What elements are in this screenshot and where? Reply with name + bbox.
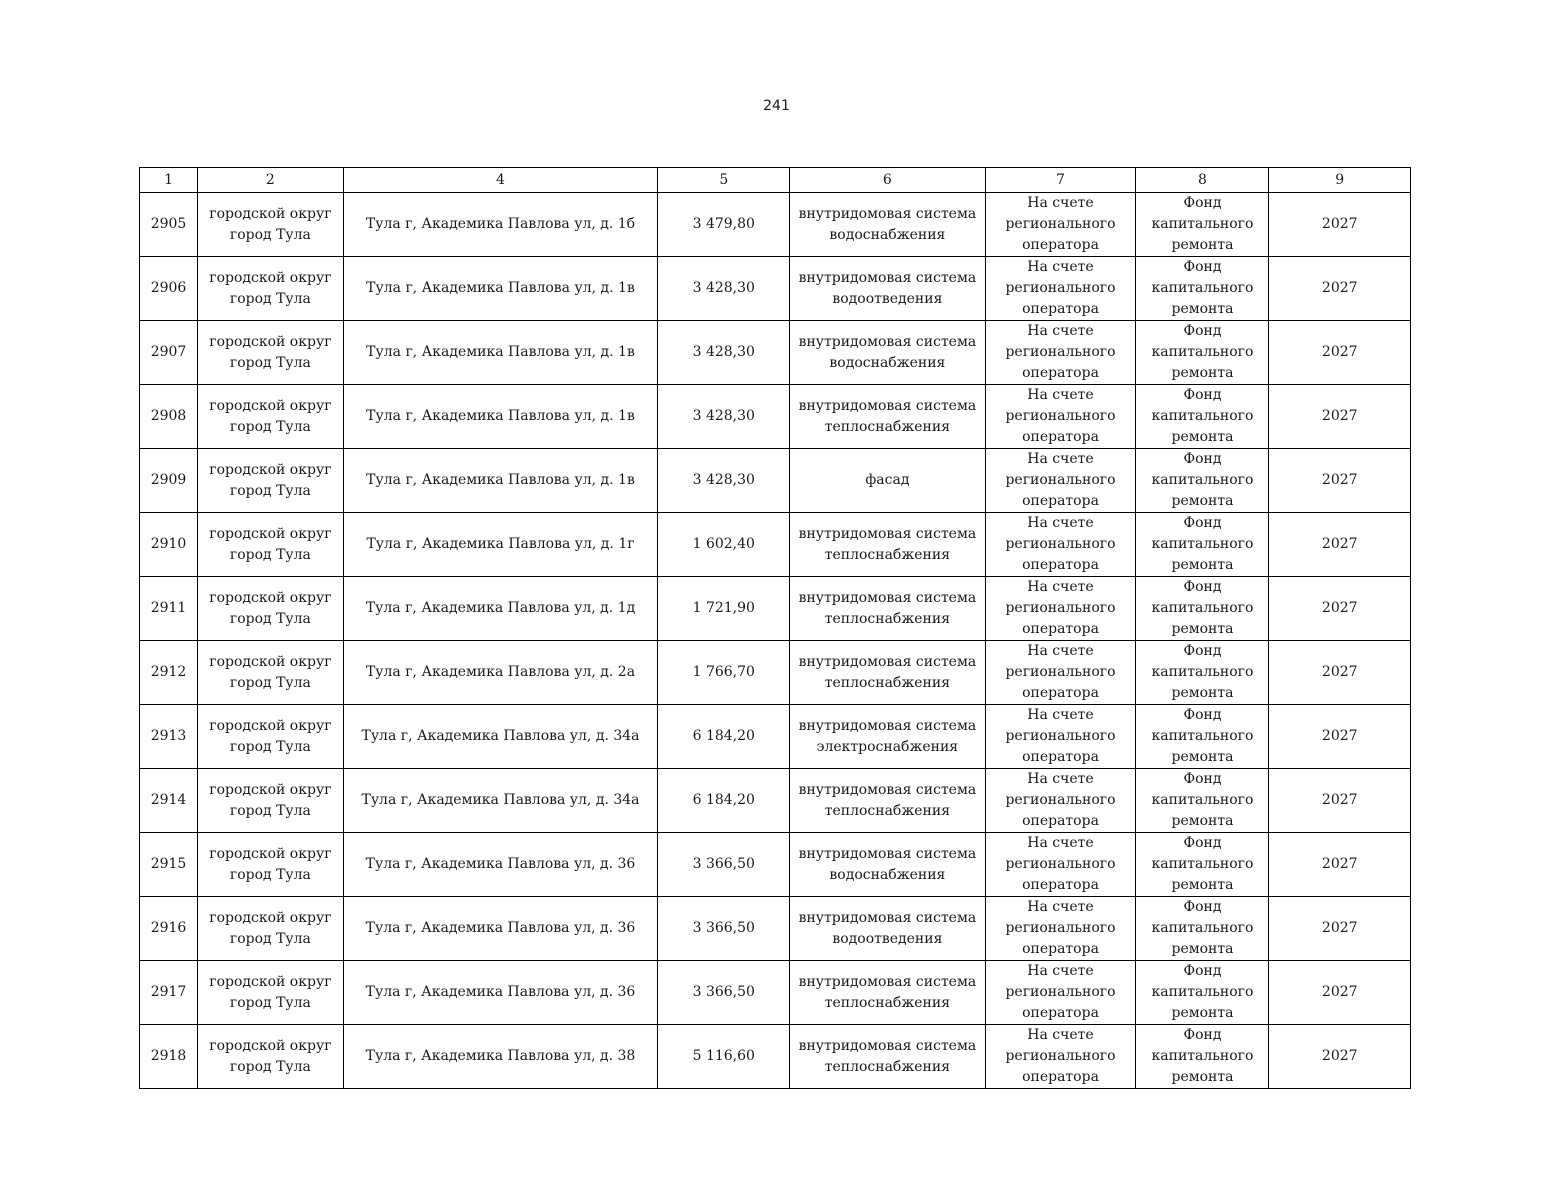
fund-line: капитального bbox=[1151, 792, 1254, 808]
year-cell: 2027 bbox=[1269, 193, 1411, 257]
account-line: На счете bbox=[1027, 323, 1094, 339]
municipality-line: городской округ bbox=[209, 1037, 332, 1054]
fund-cell bbox=[1136, 449, 1269, 513]
account-line: регионального bbox=[1005, 856, 1116, 872]
table-row bbox=[140, 513, 1411, 577]
municipality-line: городской округ bbox=[209, 845, 332, 862]
row-number-cell: 2905 bbox=[140, 193, 198, 257]
address-cell: Тула г, Академика Павлова ул, д. 34а bbox=[343, 705, 658, 769]
account-line: регионального bbox=[1005, 664, 1116, 680]
municipality-line: городской округ bbox=[209, 781, 332, 798]
fund-line: капитального bbox=[1151, 1048, 1254, 1064]
row-number-cell: 2918 bbox=[140, 1025, 198, 1089]
work-type-line: водоснабжения bbox=[829, 226, 946, 243]
work-type-line: внутридомовая система bbox=[798, 333, 977, 350]
table-body bbox=[140, 168, 1411, 1089]
municipality-cell bbox=[198, 513, 344, 577]
fund-cell bbox=[1136, 321, 1269, 385]
fund-line: Фонд bbox=[1183, 259, 1222, 275]
account-line: оператора bbox=[1022, 301, 1099, 317]
account-line: оператора bbox=[1022, 1005, 1099, 1021]
work-type-line: внутридомовая система bbox=[798, 845, 977, 862]
row-number-cell: 2911 bbox=[140, 577, 198, 641]
work-type-line: внутридомовая система bbox=[798, 1037, 977, 1054]
table-row bbox=[140, 769, 1411, 833]
account-line: оператора bbox=[1022, 877, 1099, 893]
column-number-cell: 6 bbox=[790, 168, 985, 193]
column-number-cell: 4 bbox=[343, 168, 658, 193]
account-line: регионального bbox=[1005, 600, 1116, 616]
municipality-cell bbox=[198, 449, 344, 513]
municipality-line: городской округ bbox=[209, 397, 332, 414]
address-cell: Тула г, Академика Павлова ул, д. 1в bbox=[343, 385, 658, 449]
account-line: На счете bbox=[1027, 1027, 1094, 1043]
row-number-cell: 2912 bbox=[140, 641, 198, 705]
work-type-line: теплоснабжения bbox=[824, 418, 951, 435]
fund-line: ремонта bbox=[1171, 1069, 1234, 1085]
account-line: регионального bbox=[1005, 472, 1116, 488]
municipality-line: город Тула bbox=[229, 674, 311, 691]
account-line: регионального bbox=[1005, 920, 1116, 936]
year-cell: 2027 bbox=[1269, 1025, 1411, 1089]
municipality-cell bbox=[198, 705, 344, 769]
fund-line: капитального bbox=[1151, 216, 1254, 232]
municipality-cell bbox=[198, 897, 344, 961]
municipality-line: город Тула bbox=[229, 866, 311, 883]
address-cell: Тула г, Академика Павлова ул, д. 2а bbox=[343, 641, 658, 705]
work-type-cell bbox=[790, 961, 985, 1025]
account-cell bbox=[985, 513, 1136, 577]
account-line: На счете bbox=[1027, 259, 1094, 275]
municipality-cell bbox=[198, 961, 344, 1025]
address-cell: Тула г, Академика Павлова ул, д. 36 bbox=[343, 897, 658, 961]
municipality-line: городской округ bbox=[209, 461, 332, 478]
year-cell: 2027 bbox=[1269, 833, 1411, 897]
row-number-cell: 2908 bbox=[140, 385, 198, 449]
municipality-line: город Тула bbox=[229, 610, 311, 627]
account-line: На счете bbox=[1027, 835, 1094, 851]
fund-line: Фонд bbox=[1183, 643, 1222, 659]
account-line: оператора bbox=[1022, 621, 1099, 637]
row-number-cell: 2916 bbox=[140, 897, 198, 961]
area-cell: 5 116,60 bbox=[658, 1025, 790, 1089]
year-cell: 2027 bbox=[1269, 705, 1411, 769]
address-cell: Тула г, Академика Павлова ул, д. 34а bbox=[343, 769, 658, 833]
work-type-line: внутридомовая система bbox=[798, 397, 977, 414]
row-number-cell: 2909 bbox=[140, 449, 198, 513]
account-line: оператора bbox=[1022, 237, 1099, 253]
column-number-row bbox=[140, 168, 1411, 193]
municipality-line: город Тула bbox=[229, 226, 311, 243]
address-cell: Тула г, Академика Павлова ул, д. 36 bbox=[343, 833, 658, 897]
work-type-cell bbox=[790, 321, 985, 385]
account-line: оператора bbox=[1022, 365, 1099, 381]
year-cell: 2027 bbox=[1269, 321, 1411, 385]
page-number: 241 bbox=[763, 98, 790, 114]
municipality-line: город Тула bbox=[229, 994, 311, 1011]
account-line: оператора bbox=[1022, 685, 1099, 701]
table-row bbox=[140, 1025, 1411, 1089]
fund-line: капитального bbox=[1151, 408, 1254, 424]
fund-cell bbox=[1136, 769, 1269, 833]
municipality-line: городской округ bbox=[209, 973, 332, 990]
account-line: На счете bbox=[1027, 771, 1094, 787]
fund-line: капитального bbox=[1151, 856, 1254, 872]
table-row bbox=[140, 257, 1411, 321]
fund-cell bbox=[1136, 705, 1269, 769]
account-cell bbox=[985, 641, 1136, 705]
work-type-line: водоснабжения bbox=[829, 866, 946, 883]
fund-line: капитального bbox=[1151, 280, 1254, 296]
fund-line: ремонта bbox=[1171, 301, 1234, 317]
area-cell: 1 721,90 bbox=[658, 577, 790, 641]
area-cell: 1 766,70 bbox=[658, 641, 790, 705]
fund-line: Фонд bbox=[1183, 963, 1222, 979]
work-type-cell bbox=[790, 833, 985, 897]
fund-line: ремонта bbox=[1171, 941, 1234, 957]
year-cell: 2027 bbox=[1269, 449, 1411, 513]
fund-line: ремонта bbox=[1171, 493, 1234, 509]
table-row bbox=[140, 705, 1411, 769]
fund-cell bbox=[1136, 257, 1269, 321]
fund-line: ремонта bbox=[1171, 429, 1234, 445]
account-line: регионального bbox=[1005, 728, 1116, 744]
account-line: оператора bbox=[1022, 1069, 1099, 1085]
account-line: На счете bbox=[1027, 707, 1094, 723]
work-type-line: теплоснабжения bbox=[824, 1058, 951, 1075]
work-type-line: теплоснабжения bbox=[824, 610, 951, 627]
fund-cell bbox=[1136, 577, 1269, 641]
work-type-cell bbox=[790, 705, 985, 769]
fund-cell bbox=[1136, 897, 1269, 961]
row-number-cell: 2913 bbox=[140, 705, 198, 769]
municipality-cell bbox=[198, 385, 344, 449]
work-type-line: внутридомовая система bbox=[798, 717, 977, 734]
work-type-line: водоотведения bbox=[832, 930, 943, 947]
year-cell: 2027 bbox=[1269, 577, 1411, 641]
account-cell bbox=[985, 193, 1136, 257]
work-type-line: водоотведения bbox=[832, 290, 943, 307]
row-number-cell: 2910 bbox=[140, 513, 198, 577]
column-number-cell: 9 bbox=[1269, 168, 1411, 193]
municipality-cell bbox=[198, 577, 344, 641]
table-row bbox=[140, 577, 1411, 641]
fund-line: ремонта bbox=[1171, 1005, 1234, 1021]
table-row bbox=[140, 897, 1411, 961]
work-type-line: водоснабжения bbox=[829, 354, 946, 371]
municipality-cell bbox=[198, 833, 344, 897]
row-number-cell: 2907 bbox=[140, 321, 198, 385]
row-number-cell: 2906 bbox=[140, 257, 198, 321]
fund-line: Фонд bbox=[1183, 1027, 1222, 1043]
account-line: На счете bbox=[1027, 579, 1094, 595]
area-cell: 6 184,20 bbox=[658, 769, 790, 833]
year-cell: 2027 bbox=[1269, 769, 1411, 833]
account-line: регионального bbox=[1005, 408, 1116, 424]
column-number-cell: 5 bbox=[658, 168, 790, 193]
column-number-cell: 7 bbox=[985, 168, 1136, 193]
area-cell: 1 602,40 bbox=[658, 513, 790, 577]
fund-line: Фонд bbox=[1183, 771, 1222, 787]
municipality-cell bbox=[198, 1025, 344, 1089]
fund-line: капитального bbox=[1151, 536, 1254, 552]
year-cell: 2027 bbox=[1269, 961, 1411, 1025]
column-number-cell: 8 bbox=[1136, 168, 1269, 193]
fund-line: капитального bbox=[1151, 728, 1254, 744]
row-number-cell: 2917 bbox=[140, 961, 198, 1025]
fund-line: ремонта bbox=[1171, 685, 1234, 701]
work-type-line: внутридомовая система bbox=[798, 781, 977, 798]
work-type-cell bbox=[790, 385, 985, 449]
work-type-cell bbox=[790, 257, 985, 321]
account-cell bbox=[985, 769, 1136, 833]
municipality-line: город Тула bbox=[229, 1058, 311, 1075]
work-type-cell bbox=[790, 449, 985, 513]
fund-line: ремонта bbox=[1171, 365, 1234, 381]
municipality-cell bbox=[198, 321, 344, 385]
fund-line: ремонта bbox=[1171, 749, 1234, 765]
work-type-line: внутридомовая система bbox=[798, 269, 977, 286]
address-cell: Тула г, Академика Павлова ул, д. 1г bbox=[343, 513, 658, 577]
fund-line: капитального bbox=[1151, 920, 1254, 936]
account-cell bbox=[985, 1025, 1136, 1089]
address-cell: Тула г, Академика Павлова ул, д. 1в bbox=[343, 321, 658, 385]
area-cell: 3 428,30 bbox=[658, 257, 790, 321]
fund-cell bbox=[1136, 961, 1269, 1025]
address-cell: Тула г, Академика Павлова ул, д. 1в bbox=[343, 257, 658, 321]
work-type-line: внутридомовая система bbox=[798, 525, 977, 542]
fund-line: капитального bbox=[1151, 344, 1254, 360]
municipality-line: город Тула bbox=[229, 290, 311, 307]
fund-line: Фонд bbox=[1183, 387, 1222, 403]
municipality-cell bbox=[198, 641, 344, 705]
fund-cell bbox=[1136, 833, 1269, 897]
municipality-line: город Тула bbox=[229, 546, 311, 563]
account-cell bbox=[985, 705, 1136, 769]
account-line: оператора bbox=[1022, 813, 1099, 829]
municipality-cell bbox=[198, 257, 344, 321]
fund-cell bbox=[1136, 513, 1269, 577]
account-cell bbox=[985, 833, 1136, 897]
account-line: На счете bbox=[1027, 387, 1094, 403]
account-line: оператора bbox=[1022, 557, 1099, 573]
account-line: регионального bbox=[1005, 216, 1116, 232]
work-type-line: фасад bbox=[865, 472, 910, 488]
account-line: оператора bbox=[1022, 429, 1099, 445]
account-line: регионального bbox=[1005, 536, 1116, 552]
fund-line: Фонд bbox=[1183, 835, 1222, 851]
municipality-cell bbox=[198, 769, 344, 833]
table-row bbox=[140, 833, 1411, 897]
area-cell: 3 428,30 bbox=[658, 385, 790, 449]
area-cell: 3 366,50 bbox=[658, 897, 790, 961]
fund-line: Фонд bbox=[1183, 195, 1222, 211]
address-cell: Тула г, Академика Павлова ул, д. 1д bbox=[343, 577, 658, 641]
address-cell: Тула г, Академика Павлова ул, д. 38 bbox=[343, 1025, 658, 1089]
table-row bbox=[140, 385, 1411, 449]
account-cell bbox=[985, 449, 1136, 513]
fund-cell bbox=[1136, 1025, 1269, 1089]
fund-line: капитального bbox=[1151, 664, 1254, 680]
area-cell: 3 366,50 bbox=[658, 833, 790, 897]
work-type-line: внутридомовая система bbox=[798, 589, 977, 606]
row-number-cell: 2915 bbox=[140, 833, 198, 897]
account-cell bbox=[985, 257, 1136, 321]
work-type-line: теплоснабжения bbox=[824, 802, 951, 819]
municipality-line: город Тула bbox=[229, 418, 311, 435]
account-line: оператора bbox=[1022, 749, 1099, 765]
municipality-line: город Тула bbox=[229, 738, 311, 755]
work-type-line: теплоснабжения bbox=[824, 674, 951, 691]
table-row bbox=[140, 961, 1411, 1025]
fund-line: Фонд bbox=[1183, 451, 1222, 467]
work-type-cell bbox=[790, 513, 985, 577]
work-type-cell bbox=[790, 769, 985, 833]
work-type-line: электроснабжения bbox=[816, 738, 959, 755]
year-cell: 2027 bbox=[1269, 257, 1411, 321]
row-number-cell: 2914 bbox=[140, 769, 198, 833]
municipality-line: городской округ bbox=[209, 269, 332, 286]
year-cell: 2027 bbox=[1269, 897, 1411, 961]
address-cell: Тула г, Академика Павлова ул, д. 1в bbox=[343, 449, 658, 513]
column-number-cell: 1 bbox=[140, 168, 198, 193]
fund-line: ремонта bbox=[1171, 621, 1234, 637]
work-type-line: внутридомовая система bbox=[798, 909, 977, 926]
fund-line: Фонд bbox=[1183, 579, 1222, 595]
work-type-line: внутридомовая система bbox=[798, 653, 977, 670]
address-cell: Тула г, Академика Павлова ул, д. 36 bbox=[343, 961, 658, 1025]
area-cell: 6 184,20 bbox=[658, 705, 790, 769]
table-row bbox=[140, 193, 1411, 257]
fund-line: ремонта bbox=[1171, 877, 1234, 893]
municipality-line: городской округ bbox=[209, 717, 332, 734]
fund-line: Фонд bbox=[1183, 515, 1222, 531]
fund-line: капитального bbox=[1151, 984, 1254, 1000]
municipality-line: городской округ bbox=[209, 333, 332, 350]
fund-cell bbox=[1136, 193, 1269, 257]
fund-cell bbox=[1136, 641, 1269, 705]
address-cell: Тула г, Академика Павлова ул, д. 1б bbox=[343, 193, 658, 257]
work-type-cell bbox=[790, 193, 985, 257]
work-type-cell bbox=[790, 1025, 985, 1089]
work-type-cell bbox=[790, 897, 985, 961]
account-line: На счете bbox=[1027, 899, 1094, 915]
account-line: На счете bbox=[1027, 515, 1094, 531]
municipality-line: город Тула bbox=[229, 482, 311, 499]
fund-line: ремонта bbox=[1171, 557, 1234, 573]
municipality-line: городской округ bbox=[209, 589, 332, 606]
account-line: На счете bbox=[1027, 451, 1094, 467]
municipality-cell bbox=[198, 193, 344, 257]
fund-cell bbox=[1136, 385, 1269, 449]
municipality-line: городской округ bbox=[209, 205, 332, 222]
municipality-line: городской округ bbox=[209, 525, 332, 542]
account-line: оператора bbox=[1022, 493, 1099, 509]
fund-line: Фонд bbox=[1183, 707, 1222, 723]
area-cell: 3 479,80 bbox=[658, 193, 790, 257]
account-line: На счете bbox=[1027, 643, 1094, 659]
municipality-line: городской округ bbox=[209, 653, 332, 670]
account-cell bbox=[985, 577, 1136, 641]
area-cell: 3 428,30 bbox=[658, 449, 790, 513]
account-cell bbox=[985, 897, 1136, 961]
account-line: регионального bbox=[1005, 984, 1116, 1000]
account-cell bbox=[985, 321, 1136, 385]
column-number-cell: 2 bbox=[198, 168, 344, 193]
fund-line: капитального bbox=[1151, 472, 1254, 488]
work-type-line: теплоснабжения bbox=[824, 546, 951, 563]
account-line: На счете bbox=[1027, 195, 1094, 211]
municipality-line: город Тула bbox=[229, 930, 311, 947]
municipality-line: городской округ bbox=[209, 909, 332, 926]
year-cell: 2027 bbox=[1269, 513, 1411, 577]
year-cell: 2027 bbox=[1269, 385, 1411, 449]
account-line: На счете bbox=[1027, 963, 1094, 979]
municipality-line: город Тула bbox=[229, 354, 311, 371]
work-type-cell bbox=[790, 577, 985, 641]
table-row bbox=[140, 641, 1411, 705]
area-cell: 3 366,50 bbox=[658, 961, 790, 1025]
fund-line: Фонд bbox=[1183, 899, 1222, 915]
fund-line: Фонд bbox=[1183, 323, 1222, 339]
work-type-line: внутридомовая система bbox=[798, 205, 977, 222]
work-type-cell bbox=[790, 641, 985, 705]
account-line: регионального bbox=[1005, 280, 1116, 296]
work-type-line: внутридомовая система bbox=[798, 973, 977, 990]
account-cell bbox=[985, 385, 1136, 449]
fund-line: ремонта bbox=[1171, 813, 1234, 829]
account-line: регионального bbox=[1005, 792, 1116, 808]
fund-line: ремонта bbox=[1171, 237, 1234, 253]
fund-line: капитального bbox=[1151, 600, 1254, 616]
account-line: регионального bbox=[1005, 344, 1116, 360]
table-row bbox=[140, 449, 1411, 513]
work-type-line: теплоснабжения bbox=[824, 994, 951, 1011]
account-cell bbox=[985, 961, 1136, 1025]
area-cell: 3 428,30 bbox=[658, 321, 790, 385]
table-row bbox=[140, 321, 1411, 385]
municipality-line: город Тула bbox=[229, 802, 311, 819]
account-line: оператора bbox=[1022, 941, 1099, 957]
account-line: регионального bbox=[1005, 1048, 1116, 1064]
repair-register-table bbox=[139, 167, 1411, 1089]
year-cell: 2027 bbox=[1269, 641, 1411, 705]
